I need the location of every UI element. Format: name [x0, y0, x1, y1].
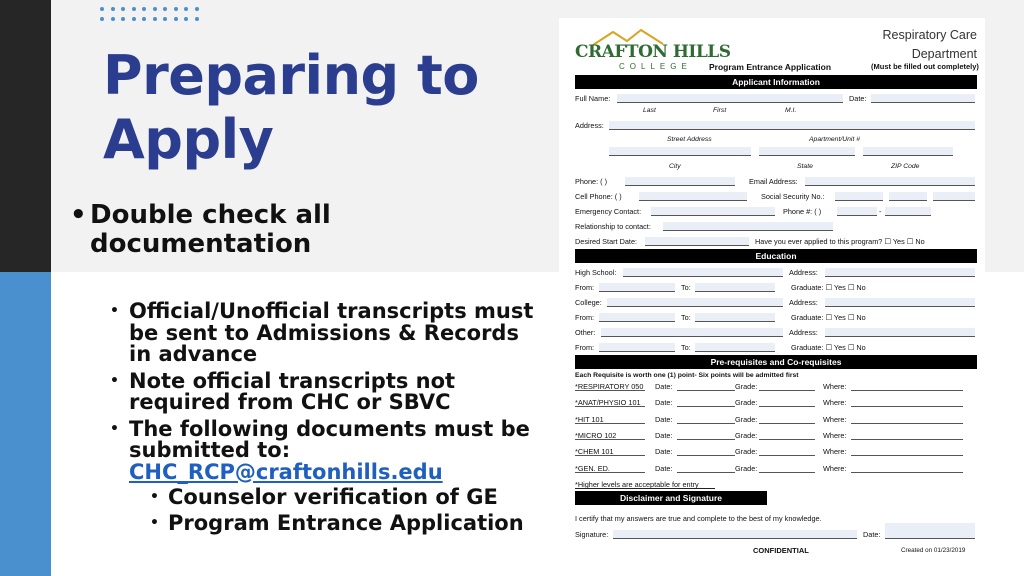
list-item: • The following documents must be submitted to: CHC_RCP@craftonhills.edu • Counselor verification of GE • Program Entrance Application	[110, 419, 540, 535]
course-underline	[575, 431, 645, 440]
full-name-field[interactable]	[617, 94, 843, 103]
extra-address-field[interactable]	[863, 147, 953, 156]
course-label: *CHEM 101	[575, 447, 614, 457]
course-label: *ANAT/PHYSIO 101	[575, 398, 641, 408]
course-date-field[interactable]	[677, 447, 735, 456]
course-grade-label: Grade:	[735, 447, 758, 457]
course-grade-label: Grade:	[735, 382, 758, 391]
main-bullet	[70, 201, 490, 259]
course-date-label: Date:	[655, 463, 673, 473]
course-underline	[575, 464, 645, 473]
phone-field[interactable]	[625, 177, 735, 186]
course-label: *GEN. ED.	[575, 463, 610, 473]
course-where-field[interactable]	[851, 447, 963, 456]
course-where-label: Where:	[823, 414, 847, 424]
section-header: Applicant Information	[575, 75, 977, 89]
other-address-field[interactable]	[825, 328, 975, 337]
list-item: • Official/Unofficial transcripts must be sent to Admissions & Records in advance	[110, 299, 534, 366]
course-date-label: Date:	[655, 398, 673, 408]
relationship-field[interactable]	[663, 222, 833, 231]
email-link[interactable]: CHC_RCP@craftonhills.edu	[129, 459, 443, 484]
sub-bullet-list	[110, 301, 540, 539]
cell-phone-field[interactable]	[639, 192, 747, 201]
section-header: Disclaimer and Signature	[575, 491, 767, 505]
course-grade-label: Grade:	[735, 398, 758, 408]
prereq-note: Each Requisite is worth one (1) point- Six points will be admitted first	[575, 372, 799, 379]
course-where-field[interactable]	[851, 415, 963, 424]
higher-note: *Higher levels are acceptable for entry	[575, 480, 699, 489]
apartment-field[interactable]	[759, 147, 855, 156]
email-field[interactable]	[805, 177, 975, 186]
emergency-phone-field-2[interactable]	[885, 207, 931, 216]
course-date-label: Date:	[655, 430, 673, 440]
course-date-label: Date:	[655, 414, 673, 424]
slide-title: Preparing to Apply	[103, 44, 479, 171]
course-grade-label: Grade:	[735, 414, 758, 424]
other-school-field[interactable]	[601, 328, 783, 337]
logo-sub: COLLEGE	[619, 62, 692, 71]
item-text: Official/Unofficial transcripts must be sent to Admissions & Records in advance	[129, 299, 534, 366]
course-where-field[interactable]	[851, 398, 963, 407]
to-field[interactable]	[695, 343, 775, 352]
to-field[interactable]	[695, 283, 775, 292]
section-header: Pre-requisites and Co-requisites	[575, 355, 977, 369]
address-field[interactable]	[609, 121, 975, 130]
high-school-address-field[interactable]	[825, 268, 975, 277]
signature-date-field[interactable]	[885, 523, 975, 539]
start-date-field[interactable]	[645, 237, 749, 246]
course-date-field[interactable]	[677, 398, 735, 407]
course-where-field[interactable]	[851, 431, 963, 440]
from-field[interactable]	[599, 343, 675, 352]
list-item: • Counselor verification of GE	[150, 485, 498, 509]
high-school-field[interactable]	[623, 268, 783, 277]
street-field[interactable]	[609, 147, 751, 156]
course-date-field[interactable]	[677, 431, 735, 440]
college-address-field[interactable]	[825, 298, 975, 307]
from-field[interactable]	[599, 283, 675, 292]
course-date-field[interactable]	[677, 415, 735, 424]
application-form: CRAFTON HILLS COLLEGE Respiratory Care Department Program Entrance Application (Must be filled out completely) Applicant Information Full Name: Date: Last First M.I. Address: Street Address Apartment/Unit # City State ZIP Code Phone: ( ) Email Address: Cell Phone: ( ) Social Security No.: Emergency Contact: Phone #: ( ) - Relationship to contact: Desired Start Date: Have you ever applied to this program? ☐ Yes ☐ No Education High School: Address: From: To: Graduate: ☐ Yes ☐ No College: Address: From: To: Graduate: ☐ Yes ☐ No Other: Address: From: To: Graduate: ☐ Yes ☐ No Pre-requisites and Co-requisites Each Requisite is worth one (1) point- Six points will be admitted first *RESPIRATORY 050 Date: Grade: Where: *ANAT/PHYSIO 101 Date: Grade: Where: *HIT 101 Date: Grade: Where: *MICRO 102 Date: Grade: Where: *CHEM 101 Date: Grade: Where: *GEN. ED. Date: Grade: Where: *Higher levels are acceptable for entry Disclaimer and Signature I certify that my answers are true and complete to the best of my knowledge. Signature: Date: CONFIDENTIAL Created on 01/23/2019	[559, 18, 985, 562]
list-item: • Note official transcripts not required from CHC or SBVC	[110, 368, 456, 414]
course-where-label: Where:	[823, 382, 847, 391]
course-where-field[interactable]	[851, 464, 963, 473]
course-date-label: Date:	[655, 382, 673, 391]
course-label: *MICRO 102	[575, 430, 617, 440]
course-grade-field[interactable]	[759, 382, 815, 391]
course-where-label: Where:	[823, 463, 847, 473]
certify-text: I certify that my answers are true and complete to the best of my knowledge.	[575, 514, 822, 523]
course-grade-field[interactable]	[759, 415, 815, 424]
course-underline	[575, 447, 645, 456]
course-where-label: Where:	[823, 398, 847, 408]
emergency-contact-field[interactable]	[651, 207, 775, 216]
course-grade-field[interactable]	[759, 447, 815, 456]
item-text: Note official transcripts not required from CHC or SBVC	[129, 368, 456, 414]
course-grade-label: Grade:	[735, 463, 758, 473]
nested-list	[150, 487, 540, 534]
course-where-label: Where:	[823, 447, 847, 457]
ssn-field-1[interactable]	[835, 192, 883, 201]
item-text: Program Entrance Application	[168, 510, 524, 535]
logo-name: CRAFTON HILLS	[575, 42, 731, 62]
decorative-dots	[100, 7, 200, 27]
date-field[interactable]	[871, 94, 975, 103]
course-grade-field[interactable]	[759, 431, 815, 440]
college-logo	[575, 28, 731, 74]
course-date-field[interactable]	[677, 382, 735, 391]
course-grade-label: Grade:	[735, 430, 758, 440]
applied-checkboxes[interactable]: Have you ever applied to this program? ☐ Yes ☐ No	[755, 237, 925, 246]
confidential-label: CONFIDENTIAL	[753, 546, 809, 555]
college-field[interactable]	[607, 298, 783, 307]
left-blue-bar	[0, 272, 51, 576]
course-date-field[interactable]	[677, 464, 735, 473]
course-grade-field[interactable]	[759, 398, 815, 407]
signature-field[interactable]	[613, 530, 857, 539]
left-dark-bar	[0, 0, 51, 272]
course-where-label: Where:	[823, 430, 847, 440]
list-item: • Program Entrance Application	[150, 510, 524, 535]
from-field[interactable]	[599, 313, 675, 322]
department: Respiratory Care Department	[882, 28, 977, 61]
course-underline	[575, 415, 645, 424]
emergency-phone-field[interactable]	[837, 207, 877, 216]
ssn-field-3[interactable]	[933, 192, 975, 201]
course-date-label: Date:	[655, 447, 673, 457]
bullet-dot: •	[70, 200, 87, 230]
main-bullet-text: Double check all documentation	[90, 200, 331, 259]
course-underline	[575, 382, 645, 391]
item-text: Counselor verification of GE	[168, 485, 498, 509]
section-header: Education	[575, 249, 977, 263]
ssn-field-2[interactable]	[889, 192, 927, 201]
to-field[interactable]	[695, 313, 775, 322]
course-label: *RESPIRATORY 050	[575, 382, 644, 391]
form-title: Program Entrance Application	[709, 62, 832, 72]
created-date: Created on 01/23/2019	[901, 547, 966, 554]
item-text: The following documents must be submitted to:	[129, 416, 530, 462]
course-label: *HIT 101	[575, 414, 604, 424]
form-note: (Must be filled out completely)	[871, 62, 979, 71]
course-underline	[575, 398, 645, 407]
course-grade-field[interactable]	[759, 464, 815, 473]
course-where-field[interactable]	[851, 382, 963, 391]
